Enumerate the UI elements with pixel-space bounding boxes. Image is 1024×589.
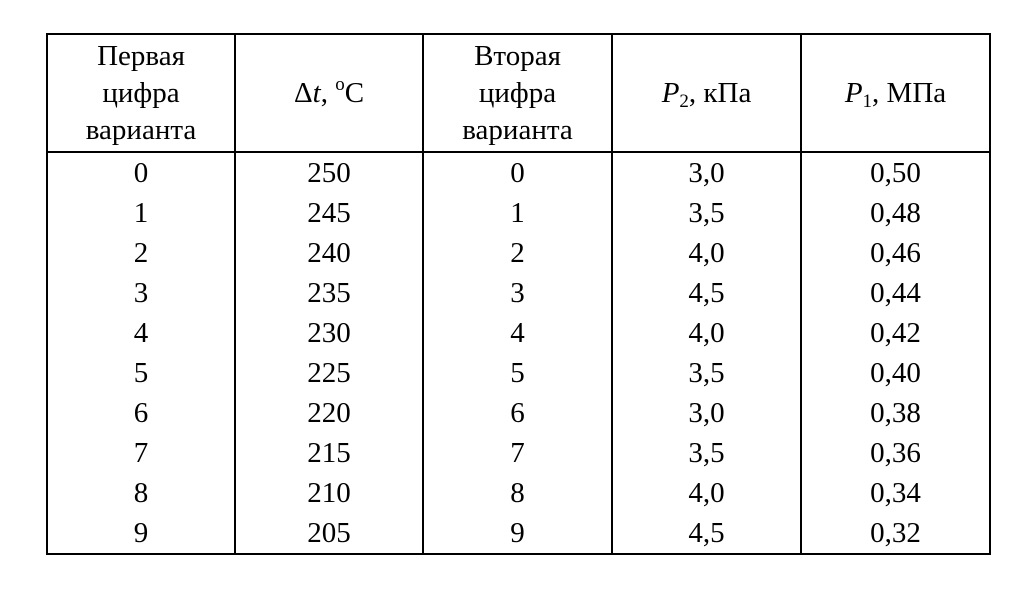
cell-first-digit: 9	[47, 513, 235, 554]
variable-t: t	[312, 76, 321, 109]
header-second-digit	[423, 34, 612, 152]
header-delta-t	[235, 34, 423, 152]
cell-p1: 0,38	[801, 393, 990, 433]
cell-delta-t: 230	[235, 313, 423, 353]
cell-delta-t: 220	[235, 393, 423, 433]
variant-table	[46, 33, 991, 555]
table-row	[47, 193, 990, 233]
cell-delta-t: 245	[235, 193, 423, 233]
subscript-2: 2	[679, 90, 689, 112]
cell-delta-t: 250	[235, 152, 423, 193]
cell-p2: 4,5	[612, 513, 801, 554]
delta-symbol: Δ	[293, 76, 313, 109]
cell-p1: 0,44	[801, 273, 990, 313]
table-row	[47, 353, 990, 393]
cell-first-digit: 5	[47, 353, 235, 393]
cell-p2: 4,0	[612, 233, 801, 273]
variable-p: P	[661, 76, 680, 109]
cell-first-digit: 1	[47, 193, 235, 233]
cell-p1: 0,48	[801, 193, 990, 233]
unit-kpa: , кПа	[688, 76, 752, 109]
cell-second-digit: 6	[423, 393, 612, 433]
table-row	[47, 273, 990, 313]
header-p2	[612, 34, 801, 152]
subscript-1: 1	[862, 90, 873, 112]
header-first-digit	[47, 34, 235, 152]
cell-first-digit: 7	[47, 433, 235, 473]
cell-p1: 0,42	[801, 313, 990, 353]
cell-second-digit: 1	[423, 193, 612, 233]
cell-p1: 0,36	[801, 433, 990, 473]
table-header-row	[47, 34, 990, 152]
cell-first-digit: 6	[47, 393, 235, 433]
cell-p1: 0,32	[801, 513, 990, 554]
cell-p1: 0,40	[801, 353, 990, 393]
cell-first-digit: 3	[47, 273, 235, 313]
table-row	[47, 433, 990, 473]
cell-second-digit: 8	[423, 473, 612, 513]
variable-p: P	[844, 76, 863, 109]
cell-p2: 3,5	[612, 193, 801, 233]
table-row	[47, 473, 990, 513]
cell-second-digit: 7	[423, 433, 612, 473]
cell-p2: 3,5	[612, 353, 801, 393]
header-p1	[801, 34, 990, 152]
cell-delta-t: 240	[235, 233, 423, 273]
cell-delta-t: 215	[235, 433, 423, 473]
cell-p2: 3,5	[612, 433, 801, 473]
cell-p2: 4,0	[612, 313, 801, 353]
table-row	[47, 313, 990, 353]
cell-second-digit: 9	[423, 513, 612, 554]
cell-delta-t: 205	[235, 513, 423, 554]
cell-second-digit: 3	[423, 273, 612, 313]
table-row	[47, 152, 990, 193]
cell-p1: 0,34	[801, 473, 990, 513]
unit-mpa: , МПа	[872, 76, 947, 109]
variant-table-container	[46, 33, 989, 555]
table-row	[47, 393, 990, 433]
cell-delta-t: 225	[235, 353, 423, 393]
cell-second-digit: 5	[423, 353, 612, 393]
header-line: варианта	[85, 113, 197, 146]
unit-celsius: C	[344, 76, 365, 109]
degree-mark: o	[335, 73, 345, 95]
cell-first-digit: 2	[47, 233, 235, 273]
header-line: Первая	[97, 39, 185, 72]
cell-second-digit: 0	[423, 152, 612, 193]
cell-delta-t: 210	[235, 473, 423, 513]
header-line: цифра	[478, 76, 557, 109]
cell-second-digit: 2	[423, 233, 612, 273]
cell-p2: 4,0	[612, 473, 801, 513]
header-comma: ,	[320, 76, 328, 109]
table-row	[47, 233, 990, 273]
header-line: варианта	[462, 113, 573, 146]
cell-delta-t: 235	[235, 273, 423, 313]
cell-p2: 3,0	[612, 393, 801, 433]
header-line: цифра	[102, 76, 180, 109]
cell-first-digit: 8	[47, 473, 235, 513]
cell-first-digit: 4	[47, 313, 235, 353]
cell-p1: 0,50	[801, 152, 990, 193]
cell-p2: 4,5	[612, 273, 801, 313]
cell-p2: 3,0	[612, 152, 801, 193]
cell-p1: 0,46	[801, 233, 990, 273]
cell-second-digit: 4	[423, 313, 612, 353]
table-row	[47, 513, 990, 554]
cell-first-digit: 0	[47, 152, 235, 193]
header-line: Вторая	[474, 39, 561, 72]
